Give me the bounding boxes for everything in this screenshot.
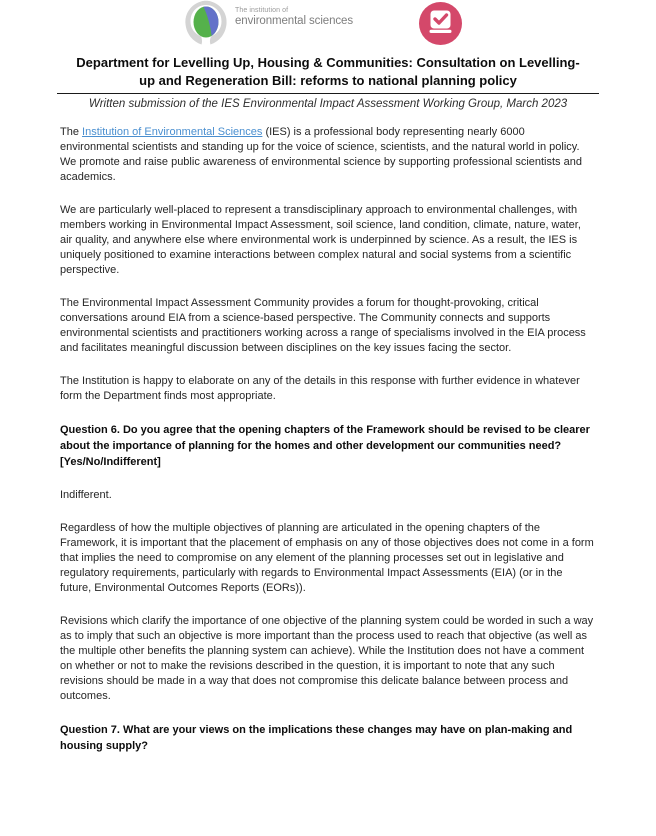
ies-wordmark-line2: environmental sciences [235, 15, 353, 27]
paragraph-intro-before-link: The [60, 126, 83, 138]
document-body [60, 125, 596, 754]
ies-wordmark [235, 7, 353, 27]
ies-wordmark-line1: The institution of [235, 7, 289, 14]
question-7-heading: Question 7. What are your views on the implications these changes may have on plan-making and housing supply? [60, 724, 573, 752]
ies-logo [182, 0, 353, 46]
ballot-check-icon [418, 1, 463, 46]
paragraph-regardless: Regardless of how the multiple objectives of planning are articulated in the opening chapters of the Framework, it is important that the placement of emphasis on any of those objectives does not come in a form that implies the need to compromise on any element of the planning processes set out in legislative and regulatory requirements, particularly with regards to Environmental Impact Assessments (EIA) (or in the future, Environmental Outcomes Reports (EORs)). [60, 522, 594, 594]
paragraph-eia-community: The Environmental Impact Assessment Community provides a forum for thought-provoking, critical conversations around EIA from a science-based perspective. The Community connects and supports environmental scientists and practitioners working across a range of specialisms involved in the EIA process and facilitates meaningful discussion between disciplines on the key issues facing the sector. [60, 297, 586, 354]
paragraph-elaborate: The Institution is happy to elaborate on any of the details in this response with further evidence in whatever form the Department finds most appropriate. [60, 375, 580, 402]
title-block [57, 54, 599, 94]
ies-bud-globe-icon [182, 0, 230, 46]
question-6-heading: Question 6. Do you agree that the opening chapters of the Framework should be revised to be clearer about the importance of planning for the homes and other development our communities need? [Yes/No/Indifferent] [60, 424, 590, 468]
paragraph-intro [60, 125, 596, 185]
ies-website-link[interactable]: Institution of Environmental Sciences [82, 126, 263, 138]
answer-6-indifferent: Indifferent. [60, 489, 112, 501]
paragraph-intro-after-link: (IES) is a professional body representing nearly 6000 environmental scientists and standing up for the voice of science, scientists, and the natural world in policy. We promote and raise public awareness of environmental science by supporting professional scientists and academics. [60, 126, 582, 183]
document-subtitle: Written submission of the IES Environmental Impact Assessment Working Group, March 2023 [88, 98, 568, 110]
document-header [0, 0, 656, 47]
document-title: Department for Levelling Up, Housing & Communities: Consultation on Levelling-up and Regeneration Bill: reforms to national planning policy [76, 55, 580, 88]
paragraph-transdisciplinary: We are particularly well-placed to represent a transdisciplinary approach to environmental challenges, with members working in Environmental Impact Assessment, soil science, land condition, climate, nature, water, air quality, and anywhere else where environmental work is underpinned by science. As a result, the IES is uniquely positioned to examine interactions between complex natural and social systems from a scientific perspective. [60, 204, 581, 276]
paragraph-revisions: Revisions which clarify the importance of one objective of the planning system could be worded in such a way as to imply that such an objective is more important than the process used to reach that objective (as well as the multiple other benefits the planning system can achieve). While the Institution does not have a comment on whether or not to make the revisions described in the question, it is important to note that any such revisions should be made in a way that does not compromise this delicate balance between process and outcomes. [60, 615, 594, 702]
